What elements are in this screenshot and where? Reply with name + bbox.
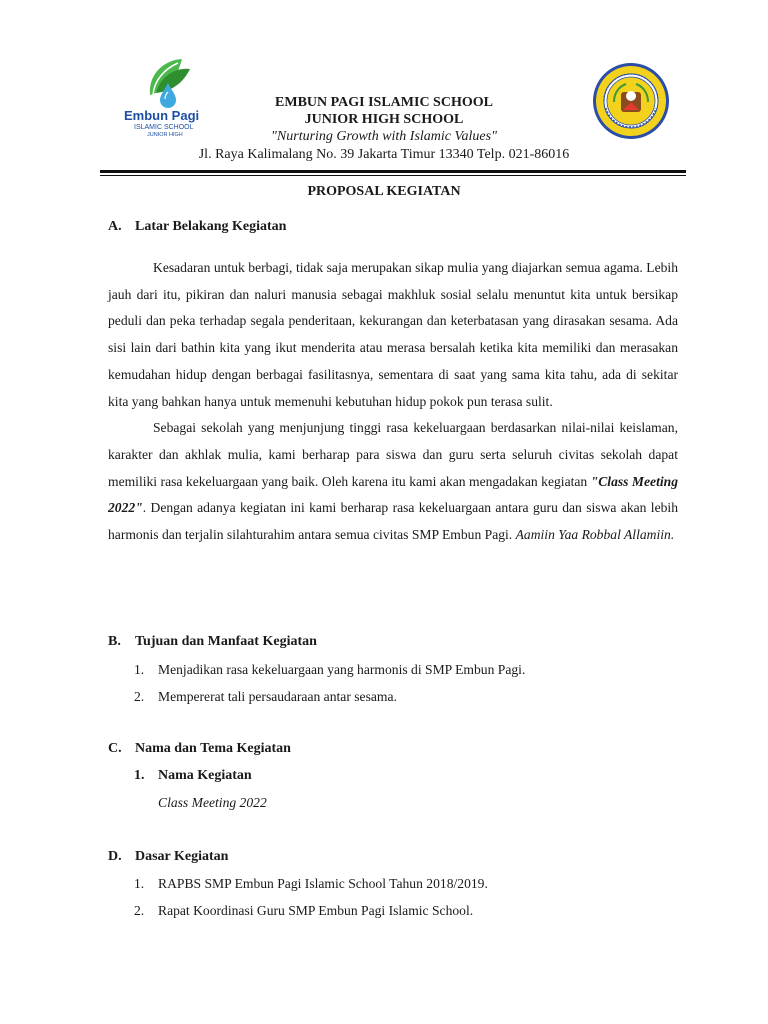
- school-name: EMBUN PAGI ISLAMIC SCHOOL: [275, 95, 493, 110]
- list-number: 1.: [134, 662, 145, 677]
- list-text: Menjadikan rasa kekeluargaan yang harmonis di SMP Embun Pagi.: [158, 662, 526, 677]
- section-title: Nama dan Tema Kegiatan: [135, 741, 291, 756]
- subsection-title: Nama Kegiatan: [158, 768, 252, 783]
- paragraph-1: Kesadaran untuk berbagi, tidak saja merupakan sikap mulia yang diajarkan semua agama. Lebih jauh dari itu, pikiran dan naluri manusia sebagai makhluk sosial selalu menuntut kita untuk bersikap peduli dan peka terhadap segala penderitaan, kekurangan dan keterbatasan yang dirasakan sesama. Ada sisi lain dari bathin kita yang ikut menderita atau merasa bersalah ketika kita memiliki dan merasakan kemudahan hidup dengan berbagai fasilitasnya, sementara di saat yang sama kita tahu, ada di sekitar kita yang bahkan hanya untuk memenuhi kebutuhan hidup pokok pun terasa sulit.: [108, 260, 678, 409]
- list-text: Rapat Koordinasi Guru SMP Embun Pagi Islamic School.: [158, 903, 474, 918]
- section-a-body: [108, 255, 678, 549]
- logo-text-line3: JUNIOR HIGH: [147, 132, 183, 137]
- list-item: [134, 876, 488, 892]
- header-divider-thick: [100, 170, 686, 173]
- header-divider-thin: [100, 175, 686, 176]
- list-text: RAPBS SMP Embun Pagi Islamic School Tahun 2018/2019.: [158, 876, 488, 891]
- document-title: PROPOSAL KEGIATAN: [307, 184, 461, 199]
- section-c-heading: [108, 741, 291, 757]
- school-address: Jl. Raya Kalimalang No. 39 Jakarta Timur 13340 Telp. 021-86016: [198, 147, 570, 162]
- section-title: Dasar Kegiatan: [135, 849, 229, 864]
- paragraph-2: [108, 415, 678, 549]
- list-number: 2.: [134, 903, 145, 918]
- section-letter: C.: [108, 741, 122, 756]
- closing-prayer: Aamiin Yaa Robbal Allamiin.: [515, 527, 675, 543]
- section-title: Tujuan dan Manfaat Kegiatan: [135, 634, 317, 649]
- section-d-heading: [108, 849, 228, 865]
- section-title: Latar Belakang Kegiatan: [135, 219, 287, 234]
- section-letter: A.: [108, 219, 122, 234]
- paragraph-2-middle: . Dengan adanya kegiatan ini kami berharap rasa kekeluargaan antara guru dan siswa akan lebih harmonis dan terjalin silahturahim antara semua civitas SMP Embun Pagi.: [108, 500, 678, 543]
- section-letter: B.: [108, 634, 121, 649]
- section-a-heading: [108, 219, 286, 235]
- list-item: [134, 689, 397, 705]
- paragraph-2-start: Sebagai sekolah yang menjunjung tinggi rasa kekeluargaan berdasarkan nilai-nilai keislaman, karakter dan akhlak mulia, kami berharap para siswa dan guru serta seluruh civitas sekolah dapat memiliki rasa kekeluargaan yang baik. Oleh karena itu kami akan mengadakan kegiatan: [108, 420, 678, 489]
- list-number: 1.: [134, 876, 145, 891]
- event-name-emphasis: "Class Meeting 2022": [108, 473, 678, 516]
- list-item: [134, 662, 525, 678]
- list-text: Mempererat tali persaudaraan antar sesama.: [158, 689, 397, 704]
- school-motto: "Nurturing Growth with Islamic Values": [271, 129, 497, 144]
- subsection-heading: [134, 768, 252, 784]
- school-level: JUNIOR HIGH SCHOOL: [304, 112, 464, 127]
- section-letter: D.: [108, 849, 122, 864]
- logo-text-line2: ISLAMIC SCHOOL: [134, 124, 194, 131]
- list-number: 1.: [134, 768, 145, 783]
- logo-text-line1: Embun Pagi: [124, 108, 200, 123]
- section-b-heading: [108, 634, 317, 650]
- event-name-value: Class Meeting 2022: [158, 795, 267, 810]
- list-item: [134, 903, 473, 919]
- list-number: 2.: [134, 689, 145, 704]
